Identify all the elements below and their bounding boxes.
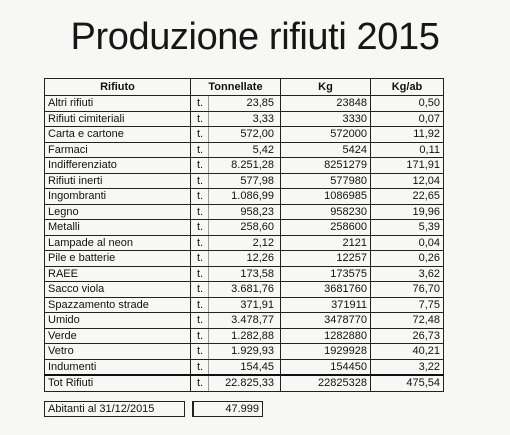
total-row [45,375,444,391]
tonnellate-unit: t. [194,158,209,173]
table-row [45,127,444,143]
cell-rifiuto: Carta e cartone [45,127,191,143]
cell-tonnellate [191,235,281,251]
cell-kg: 577980 [281,173,371,189]
table-row [45,96,444,112]
tonnellate-unit: t. [194,96,209,111]
page-title: Produzione rifiuti 2015 [70,16,440,58]
tonnellate-wrap [194,376,277,391]
tonnellate-value: 173,58 [240,267,274,280]
tonnellate-value: 12,26 [246,252,274,264]
cell-kg: 1282880 [281,328,371,344]
cell-rifiuto: Vetro [45,344,191,360]
cell-kgab: 0,11 [371,142,444,158]
cell-kgab: 3,22 [371,359,444,375]
tonnellate-value: 1.282,88 [231,329,274,342]
cell-tonnellate [191,158,281,174]
tonnellate-value: 2,12 [252,236,274,249]
cell-rifiuto: Indifferenziato [45,158,191,174]
tonnellate-unit: t. [194,143,209,158]
table-row [45,359,444,375]
tonnellate-wrap [194,127,277,142]
tonnellate-wrap [194,282,277,297]
cell-kg: 572000 [281,127,371,143]
cell-kgab: 22,65 [371,189,444,205]
cell-kg: 258600 [281,220,371,236]
tonnellate-unit: t. [194,112,209,127]
cell-tonnellate [191,127,281,143]
table-row [45,220,444,236]
tonnellate-value: 154,45 [240,360,274,373]
header-tonnellate: Tonnellate [191,79,281,96]
tonnellate-value: 258,60 [240,221,274,233]
cell-kg: 23848 [281,96,371,112]
table-row [45,173,444,189]
cell-kgab: 171,91 [371,158,444,174]
tonnellate-value: 22.825,33 [225,377,274,389]
tonnellate-wrap [194,189,277,204]
header-rifiuto: Rifiuto [45,79,191,96]
cell-tonnellate [191,344,281,360]
cell-rifiuto: Rifiuti inerti [45,173,191,189]
cell-kgab: 76,70 [371,282,444,298]
cell-kgab: 26,73 [371,328,444,344]
cell-kgab: 0,07 [371,111,444,127]
table-row [45,328,444,344]
cell-tonnellate [191,189,281,205]
cell-rifiuto: Farmaci [45,142,191,158]
cell-tonnellate [191,266,281,282]
tonnellate-unit: t. [194,282,209,297]
cell-tonnellate [191,142,281,158]
cell-rifiuto: Tot Rifiuti [45,375,191,391]
cell-kgab: 3,62 [371,266,444,282]
table-row [45,282,444,298]
tonnellate-unit: t. [194,220,209,235]
cell-rifiuto: Umido [45,313,191,329]
tonnellate-wrap [194,267,277,282]
tonnellate-wrap [194,298,277,313]
tonnellate-unit: t. [194,360,209,375]
table-body [45,96,444,392]
cell-kg: 154450 [281,359,371,375]
cell-tonnellate [191,282,281,298]
tonnellate-value: 5,42 [252,143,274,156]
tonnellate-unit: t. [194,205,209,220]
tonnellate-value: 3.681,76 [231,283,274,295]
abitanti-row [45,402,263,417]
tonnellate-value: 958,23 [240,205,274,218]
cell-kg: 3478770 [281,313,371,329]
cell-kgab: 0,04 [371,235,444,251]
header-kgab: Kg/ab [371,79,444,96]
cell-kg: 3330 [281,111,371,127]
tonnellate-unit: t. [194,236,209,251]
abitanti-value: 47.999 [193,402,263,417]
cell-rifiuto: RAEE [45,266,191,282]
cell-rifiuto: Indumenti [45,359,191,375]
tonnellate-wrap [194,158,277,173]
cell-tonnellate [191,96,281,112]
cell-kgab: 12,04 [371,173,444,189]
cell-rifiuto: Spazzamento strade [45,297,191,313]
tonnellate-unit: t. [194,189,209,204]
abitanti-gap [185,402,193,417]
table-row [45,189,444,205]
tonnellate-wrap [194,251,277,266]
cell-kg: 5424 [281,142,371,158]
cell-rifiuto: Sacco viola [45,282,191,298]
cell-tonnellate [191,359,281,375]
tonnellate-wrap [194,143,277,158]
tonnellate-wrap [194,220,277,235]
cell-tonnellate [191,328,281,344]
cell-tonnellate [191,251,281,267]
tonnellate-wrap [194,205,277,220]
cell-rifiuto: Legno [45,204,191,220]
cell-kgab: 72,48 [371,313,444,329]
table-header-row [45,79,444,96]
tonnellate-wrap [194,313,277,328]
tonnellate-value: 1.929,93 [231,345,274,357]
tonnellate-unit: t. [194,127,209,142]
cell-kg: 2121 [281,235,371,251]
table-row [45,142,444,158]
cell-kg: 173575 [281,266,371,282]
cell-tonnellate [191,375,281,391]
cell-rifiuto: Metalli [45,220,191,236]
table-row [45,297,444,313]
waste-table [44,78,444,392]
cell-kg: 958230 [281,204,371,220]
table-row [45,235,444,251]
cell-rifiuto: Lampade al neon [45,235,191,251]
cell-tonnellate [191,111,281,127]
cell-kg: 1086985 [281,189,371,205]
tonnellate-unit: t. [194,329,209,344]
table-row [45,158,444,174]
table-row [45,344,444,360]
cell-kgab: 0,50 [371,96,444,112]
cell-kgab: 40,21 [371,344,444,360]
cell-tonnellate [191,173,281,189]
cell-kg: 3681760 [281,282,371,298]
cell-tonnellate [191,297,281,313]
tonnellate-value: 8.251,28 [231,159,274,171]
cell-rifiuto: Pile e batterie [45,251,191,267]
cell-rifiuto: Altri rifiuti [45,96,191,112]
cell-kgab: 7,75 [371,297,444,313]
abitanti-label: Abitanti al 31/12/2015 [45,402,185,417]
tonnellate-wrap [194,360,277,375]
table-row [45,251,444,267]
tonnellate-wrap [194,96,277,111]
cell-kgab: 475,54 [371,375,444,391]
cell-kg: 8251279 [281,158,371,174]
tonnellate-value: 1.086,99 [231,190,274,202]
tonnellate-wrap [194,329,277,344]
cell-tonnellate [191,313,281,329]
cell-rifiuto: Verde [45,328,191,344]
tonnellate-unit: t. [194,267,209,282]
table-row [45,111,444,127]
tonnellate-wrap [194,112,277,127]
cell-kgab: 0,26 [371,251,444,267]
abitanti-table [44,401,263,417]
cell-kgab: 19,96 [371,204,444,220]
cell-kg: 1929928 [281,344,371,360]
cell-rifiuto: Ingombranti [45,189,191,205]
tonnellate-wrap [194,236,277,251]
table-row [45,204,444,220]
header-kg: Kg [281,79,371,96]
tonnellate-wrap [194,174,277,189]
tonnellate-unit: t. [194,376,209,391]
tonnellate-unit: t. [194,174,209,189]
tonnellate-value: 3,33 [252,112,274,125]
cell-kg: 22825328 [281,375,371,391]
tonnellate-unit: t. [194,298,209,313]
cell-rifiuto: Rifiuti cimiteriali [45,111,191,127]
cell-kg: 371911 [281,297,371,313]
cell-tonnellate [191,204,281,220]
table-row [45,266,444,282]
tonnellate-wrap [194,344,277,359]
tonnellate-unit: t. [194,251,209,266]
tonnellate-value: 572,00 [240,128,274,140]
cell-kg: 12257 [281,251,371,267]
table-row [45,313,444,329]
cell-tonnellate [191,220,281,236]
cell-kgab: 5,39 [371,220,444,236]
tonnellate-value: 3.478,77 [231,314,274,326]
tonnellate-value: 577,98 [240,174,274,187]
cell-kgab: 11,92 [371,127,444,143]
tonnellate-value: 23,85 [246,97,274,109]
tonnellate-value: 371,91 [240,298,274,311]
tonnellate-unit: t. [194,313,209,328]
tonnellate-unit: t. [194,344,209,359]
